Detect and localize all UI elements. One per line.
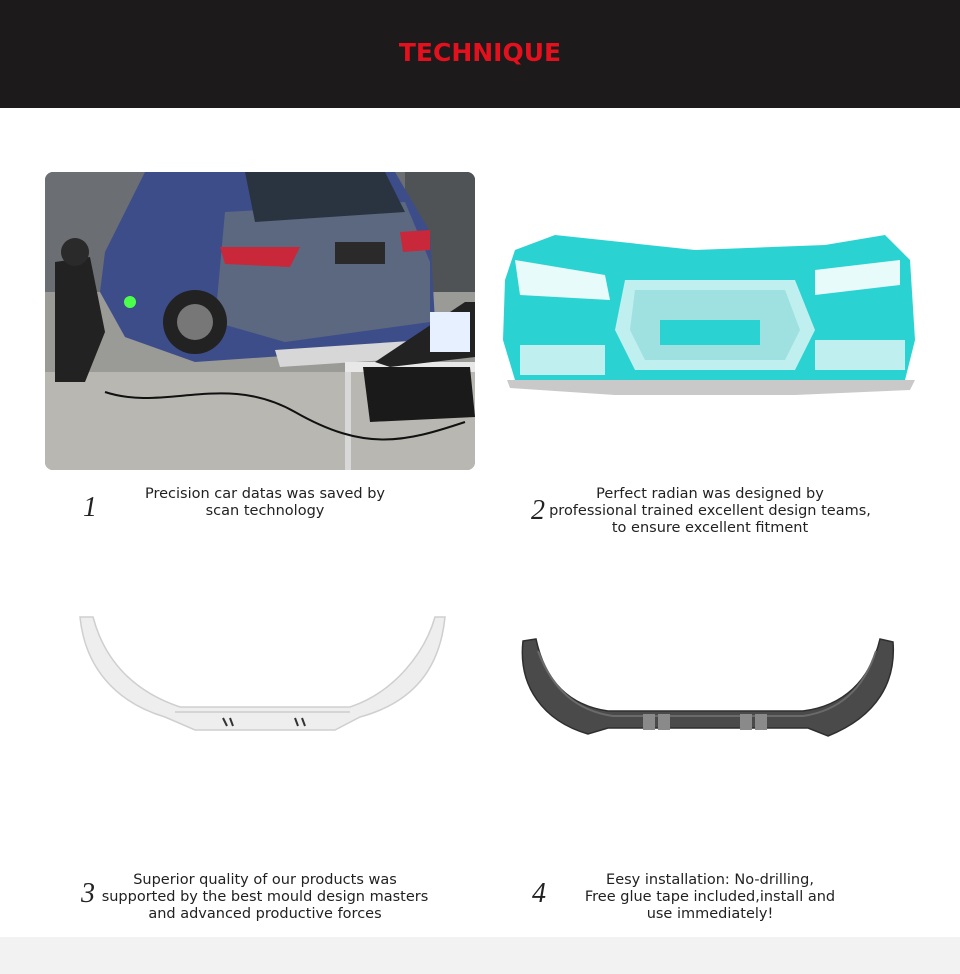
step-4-number: 4 — [532, 878, 546, 909]
caption-line: Free glue tape included,install and — [584, 889, 836, 905]
caption-line: use immediately! — [646, 906, 774, 922]
caption-line: scan technology — [205, 503, 325, 519]
step-4-caption — [570, 872, 850, 923]
step-3-caption — [100, 872, 430, 923]
caption-line: to ensure excellent fitment — [611, 520, 809, 536]
step-3-white-lip — [75, 612, 450, 737]
caption-line: professional trained excellent design teams, — [549, 503, 871, 519]
header-bar — [0, 0, 960, 108]
caption-line: and advanced productive forces — [148, 906, 382, 922]
step-1-caption — [130, 486, 400, 520]
step-1-number: 1 — [83, 492, 97, 523]
step-1-scan-photo — [45, 172, 475, 470]
caption-line: supported by the best mould design masters — [101, 889, 429, 905]
step-2-caption — [545, 486, 875, 537]
step-2-number: 2 — [531, 495, 545, 526]
caption-line: Perfect radian was designed by — [596, 486, 824, 502]
footer-band — [0, 937, 960, 974]
page-title: TECHNIQUE — [398, 38, 562, 67]
step-4-carbon-lip — [518, 636, 900, 741]
step-3-number: 3 — [81, 878, 95, 909]
caption-line: Precision car datas was saved by — [144, 486, 385, 502]
caption-line: Eesy installation: No-drilling, — [606, 872, 814, 888]
caption-line: Superior quality of our products was — [133, 872, 397, 888]
step-2-bumper-render — [495, 230, 925, 405]
